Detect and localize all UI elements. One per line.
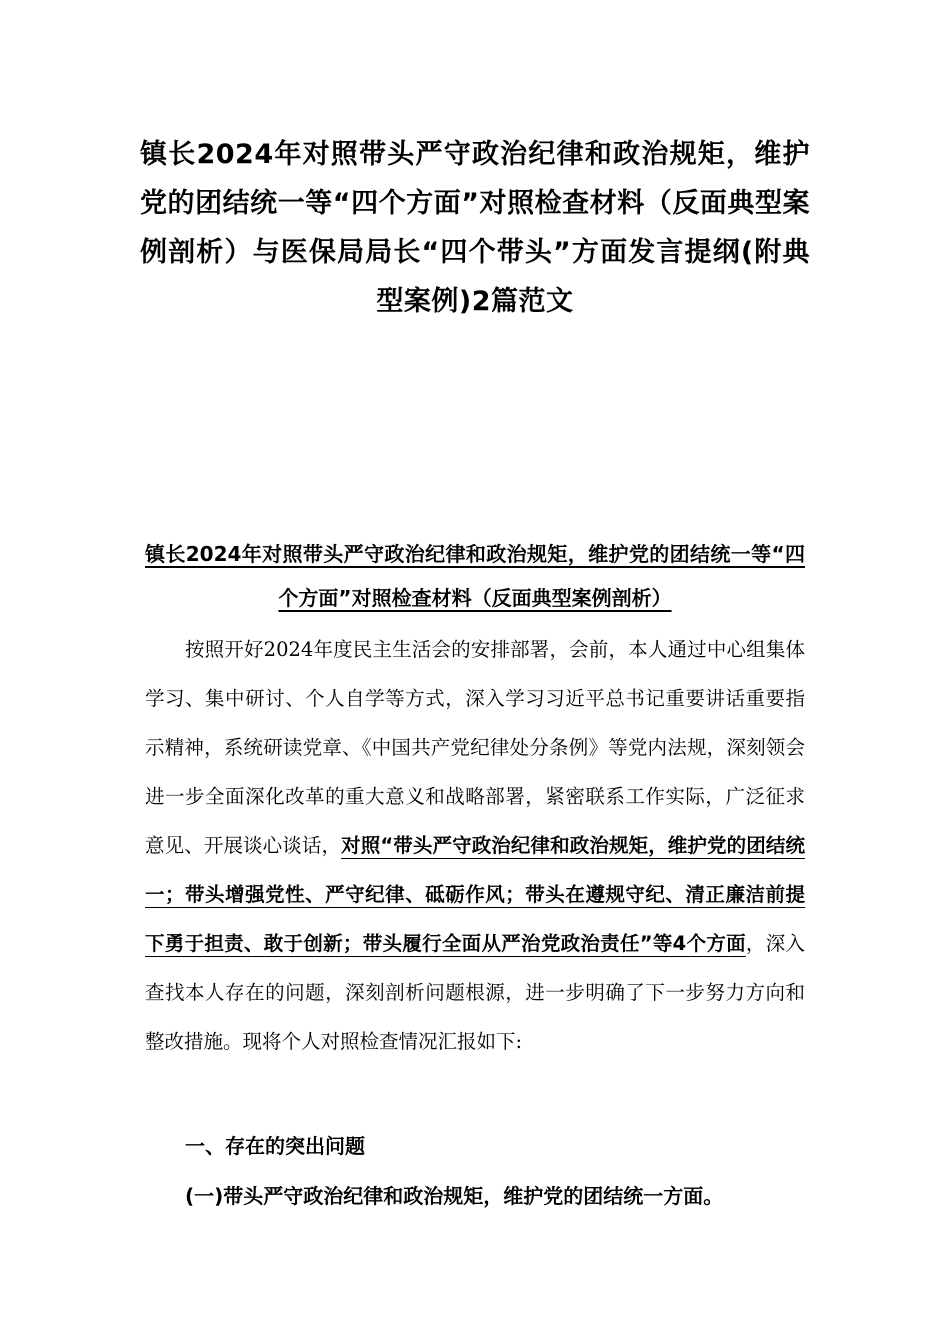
intro-text-emphasis: 对照“带头严守政治纪律和政治规矩，维护党的团结统一；带头增强党性、严守纪律、砥砺作风；带头在遵规守纪、清正廉洁前提下勇于担责、敢于创新；带头履行全面从严治党政治责任”等4个方面 (145, 834, 805, 955)
intro-text-before: 按照开好2024年度民主生活会的安排部署，会前，本人通过中心组集体学习、集中研讨、个人自学等方式，深入学习习近平总书记重要讲话重要指示精神，系统研读党章、《中国共产党纪律处分条例》等党内法规，深刻领会进一步全面深化改革的重大意义和战略部署，紧密联系工作实际，广泛征求意见、开展谈心谈话， (145, 638, 805, 857)
intro-text-after: ，深入查找本人存在的问题，深刻剖析问题根源，进一步明确了下一步努力方向和整改措施。现将个人对照检查情况汇报如下: (145, 932, 805, 1053)
heading-level-2: (一)带头严守政治纪律和政治规矩，维护党的团结统一方面。 (185, 1184, 724, 1208)
section-title: 镇长2024年对照带头严守政治纪律和政治规矩，维护党的团结统一等“四个方面”对照检查材料（反面典型案例剖析） (145, 542, 805, 610)
heading-level-1: 一、存在的突出问题 (185, 1134, 365, 1158)
intro-paragraph (145, 625, 805, 1066)
document-main-title: 镇长2024年对照带头严守政治纪律和政治规矩，维护党的团结统一等“四个方面”对照检查材料（反面典型案例剖析）与医保局局长“四个带头”方面发言提纲(附典型案例)2篇范文 (140, 139, 810, 317)
